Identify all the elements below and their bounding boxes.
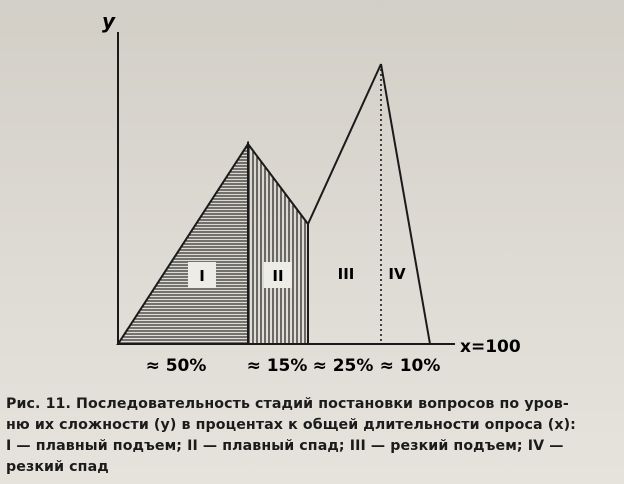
zone-ii-area [248,144,308,344]
caption-line-3: I — плавный подъем; II — плавный спад; III — резкий подъем; IV — [6,438,564,454]
y-axis-label: y [102,9,116,33]
zone-i-percent: ≈ 50% [145,356,207,376]
caption-line-1: Рис. 11. Последовательность стадий постановки вопросов по уров- [6,396,569,412]
sharp-rise-line [308,64,381,224]
caption-line-4: резкий спад [6,459,109,475]
zone-ii-percent: ≈ 15% [246,356,308,376]
zone-iii-label: III [337,265,355,283]
zone-iv-label: IV [388,265,406,283]
sharp-decline-line [381,64,430,344]
caption-line-2: ню их сложности (y) в процентах к общей длительности опроса (x): [6,417,576,433]
x-axis-label: x=100 [460,337,521,357]
zone-i-area [118,144,248,344]
zone-iv-percent: ≈ 10% [379,356,441,376]
figure-caption [6,394,618,478]
zone-iii-percent: ≈ 25% [312,356,374,376]
zone-ii-label: II [272,267,284,285]
zone-i-label: I [199,267,205,285]
